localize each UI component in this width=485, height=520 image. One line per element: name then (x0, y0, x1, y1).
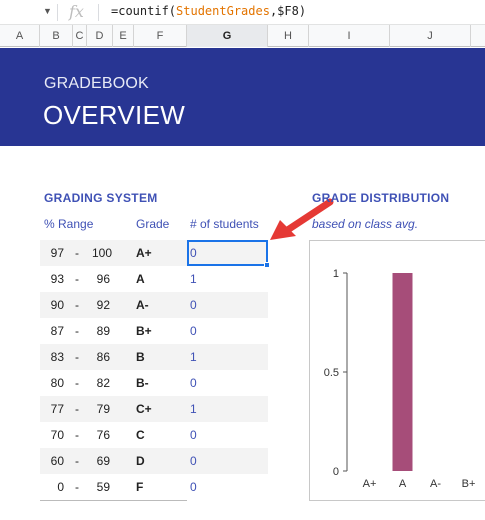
grade-label: F (136, 480, 144, 494)
table-row[interactable] (40, 448, 268, 474)
range-high: 79 (96, 402, 110, 416)
formula-bar-divider (57, 4, 58, 21)
chart-canvas (310, 241, 485, 502)
range-dash: - (75, 428, 79, 442)
formula-input[interactable] (111, 4, 306, 18)
grade-label: B- (136, 376, 149, 390)
table-row[interactable] (40, 370, 268, 396)
x-tick-label: A (398, 478, 407, 490)
bar-a[interactable] (393, 273, 413, 471)
range-dash: - (75, 402, 79, 416)
grade-label: B (136, 350, 145, 364)
range-low: 93 (50, 272, 64, 286)
banner-title: OVERVIEW (43, 100, 186, 130)
range-low: 83 (50, 350, 64, 364)
range-high: 82 (96, 376, 110, 390)
student-count: 0 (190, 454, 197, 468)
selected-cell-g8[interactable] (187, 240, 268, 266)
range-dash: - (75, 350, 79, 364)
grade-distribution-title: GRADE DISTRIBUTION (312, 191, 450, 205)
chevron-down-icon[interactable]: ▼ (43, 6, 52, 16)
range-low: 80 (50, 376, 64, 390)
range-low: 0 (57, 480, 64, 494)
table-row[interactable] (40, 344, 268, 370)
grade-label: A (136, 272, 145, 286)
student-count: 1 (190, 272, 197, 286)
banner-subtitle: GRADEBOOK (44, 75, 149, 92)
grade-distribution-chart[interactable] (309, 240, 485, 501)
x-tick-label: A- (430, 478, 441, 490)
formula-bar-divider (98, 4, 99, 21)
range-low: 90 (50, 298, 64, 312)
table-row[interactable] (40, 396, 268, 422)
student-count: 0 (190, 324, 197, 338)
grade-label: D (136, 454, 145, 468)
range-high: 89 (96, 324, 110, 338)
student-count: 0 (190, 246, 197, 260)
student-count: 1 (190, 350, 197, 364)
table-bottom-border (40, 500, 187, 501)
range-dash: - (75, 272, 79, 286)
y-tick-label: 0.5 (323, 367, 339, 379)
student-count: 0 (190, 480, 197, 494)
range-dash: - (75, 480, 79, 494)
grade-label: B+ (136, 324, 152, 338)
column-header-e[interactable]: E (113, 25, 134, 47)
column-header-f[interactable]: F (134, 25, 187, 47)
range-dash: - (75, 298, 79, 312)
fx-icon: fx (69, 2, 84, 21)
student-count: 0 (190, 298, 197, 312)
grade-label: A+ (136, 246, 152, 260)
range-high: 69 (96, 454, 110, 468)
column-header-i[interactable]: I (309, 25, 390, 47)
gradebook-banner (0, 48, 485, 146)
table-row[interactable] (40, 292, 268, 318)
column-header-bar (0, 25, 485, 47)
formula-suffix: ,$F8) (269, 4, 307, 18)
range-low: 60 (50, 454, 64, 468)
column-header-c[interactable]: C (73, 25, 87, 47)
range-high: 86 (96, 350, 110, 364)
grading-system-title: GRADING SYSTEM (44, 191, 158, 205)
range-column-label: % Range (44, 217, 94, 231)
range-high: 59 (96, 480, 110, 494)
column-header-b[interactable]: B (40, 25, 73, 47)
student-count: 1 (190, 402, 197, 416)
range-low: 97 (50, 246, 64, 260)
range-high: 100 (92, 246, 113, 260)
student-count: 0 (190, 428, 197, 442)
fill-handle[interactable] (264, 262, 270, 268)
formula-range: StudentGrades (176, 4, 270, 18)
table-row[interactable] (40, 318, 268, 344)
grading-table (40, 240, 268, 500)
column-header-d[interactable]: D (87, 25, 113, 47)
range-dash: - (75, 376, 79, 390)
grade-distribution-subtitle: based on class avg. (312, 217, 419, 231)
y-tick-label: 1 (332, 268, 339, 280)
x-tick-label: A+ (362, 478, 377, 490)
range-low: 77 (50, 402, 64, 416)
range-high: 92 (96, 298, 110, 312)
range-high: 76 (96, 428, 110, 442)
range-low: 70 (50, 428, 64, 442)
range-low: 87 (50, 324, 64, 338)
x-tick-label: B+ (461, 478, 476, 490)
column-header-g[interactable]: G (187, 25, 268, 47)
y-tick-label: 0 (332, 466, 339, 478)
grade-column-label: Grade (136, 217, 170, 231)
grade-label: A- (136, 298, 149, 312)
table-row[interactable] (40, 266, 268, 292)
formula-prefix: =countif( (111, 4, 177, 18)
formula-bar (0, 0, 485, 25)
range-dash: - (75, 454, 79, 468)
range-dash: - (75, 246, 79, 260)
table-row[interactable] (40, 474, 268, 500)
column-header-j[interactable]: J (390, 25, 471, 47)
grade-label: C (136, 428, 145, 442)
count-column-label: # of students (190, 217, 259, 231)
table-row[interactable] (40, 422, 268, 448)
grade-label: C+ (136, 402, 152, 416)
column-header-h[interactable]: H (268, 25, 309, 47)
student-count: 0 (190, 376, 197, 390)
column-header-k[interactable] (471, 25, 485, 47)
range-dash: - (75, 324, 79, 338)
range-high: 96 (96, 272, 110, 286)
column-header-a[interactable]: A (0, 25, 40, 47)
